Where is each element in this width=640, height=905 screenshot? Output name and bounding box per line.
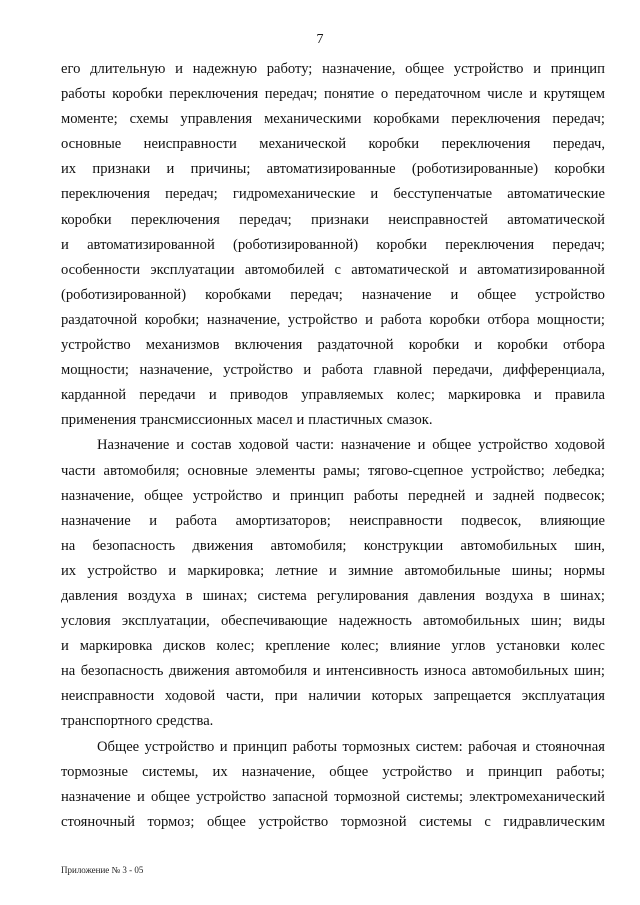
word: установки [496,638,560,655]
text-line [61,333,605,358]
word: шинах; [202,587,248,604]
word: (роботизированной) [233,236,359,253]
word: общее [151,788,190,805]
word: принцип [289,487,344,504]
word: воздуха [485,587,534,604]
word: и [533,61,541,77]
word: колес [570,638,605,655]
word: и [175,61,183,77]
word: включения [234,337,303,354]
word: на [61,537,76,554]
word: и [312,663,321,680]
word: и [166,161,175,178]
text-line [61,760,605,785]
word: безопасность [80,663,164,680]
word: запасной [272,788,328,805]
word: передачи [139,387,196,404]
word: стояночный [61,813,135,830]
word: углов [451,638,486,655]
word: причины; [190,161,251,178]
word: общее [144,487,184,504]
text-line [61,484,605,509]
text-line [61,107,605,132]
word: автомобильных [471,663,569,680]
word: общее [206,813,246,830]
word: работа [175,512,218,529]
word: трансмиссионных [140,412,253,429]
word: запрещается [433,688,512,705]
word: интенсивность [326,663,419,680]
word: и [370,186,379,203]
word: регулирования [316,587,409,604]
word: их [61,161,77,178]
word: устройство [196,788,266,805]
word: и [474,337,483,354]
text-line [61,182,605,207]
word: устройство [453,61,524,77]
word: работу; [266,61,313,77]
word: колес; [340,638,379,655]
word: общее [432,437,472,454]
word: с [484,813,491,830]
word: переключения [61,186,150,203]
word: и [329,562,337,579]
word: управляемых [301,387,384,404]
text-line [61,408,605,433]
word: летние [275,562,318,579]
word: и [522,738,531,755]
word: работы; [556,763,605,780]
word: устройство [223,362,293,379]
word: и [417,437,426,454]
word: переключения [445,236,535,253]
word: принцип [550,61,605,77]
word: и [529,86,538,103]
word: подвесок; [544,487,605,504]
word: назначение, [61,487,135,504]
word: ходовой [554,437,605,454]
word: устройство [144,738,215,755]
word: механизмов [145,337,220,354]
text-line [61,308,605,333]
word: автоматической [507,211,605,228]
word: и [176,437,185,454]
word: виды [573,613,605,630]
word: главной [373,362,423,379]
word: работа [321,362,364,379]
word: и [533,387,542,404]
word: их [61,562,77,579]
word: состав [191,437,232,454]
word: устройство [258,813,329,830]
word: маркировка; [187,562,265,579]
word: ходовой [238,437,289,454]
word: о [380,86,389,103]
word: автоматизированной [87,236,215,253]
word: длительную [90,61,166,77]
text-line [61,810,605,835]
word: и [208,387,217,404]
word: в [185,587,193,604]
word: системы [419,813,472,830]
word: приводов [229,387,289,404]
word: шин; [531,613,562,630]
word: устройство [382,763,453,780]
word: коробки [368,136,420,153]
word: назначение [361,286,432,303]
body-text [61,57,605,835]
word: принцип [232,738,288,755]
word: тормозных [342,738,411,755]
word: принцип [488,763,543,780]
word: переключения [130,211,220,228]
word: масел [256,412,293,429]
word: механическими [264,111,362,128]
word: амортизаторов; [235,512,331,529]
word: износа [424,663,467,680]
word: и [459,261,468,278]
word: автоматические [507,186,605,203]
word: отбора [562,337,605,354]
text-line [61,132,605,157]
word: на [61,663,76,680]
word: коробками [205,286,272,303]
word: и [219,738,228,755]
text-line [61,735,605,760]
word: обеспечивающие [220,613,328,630]
word: коробки [554,161,605,178]
word: дифференциала, [503,362,605,379]
word: шин, [574,537,605,554]
word: карданной [61,387,127,404]
text-line [61,383,605,408]
word: и [365,311,373,328]
text-line [61,785,605,810]
word: коробки [112,86,163,103]
word: числе [487,86,523,103]
word: передач; [290,286,343,303]
word: давления [61,587,118,604]
word: эксплуатация [521,688,605,705]
word: (роботизированные) [411,161,539,178]
word: переключения [441,136,531,153]
word: электромеханический [469,788,605,805]
word: рабочая [468,738,517,755]
word: схемы [129,111,169,128]
word: и [475,487,483,504]
word: неисправностей [388,211,488,228]
word: автоматической [351,261,449,278]
word: и [450,286,459,303]
word: назначение [61,512,131,529]
word: нормы [563,562,605,579]
word: конструкции [363,537,444,554]
word: устройство [287,311,358,328]
word: движения [192,537,254,554]
text-line [61,559,605,584]
word: общее [477,286,517,303]
word: которых [371,688,423,705]
word: рамы; [323,462,361,479]
word: крепление [265,638,330,655]
word: автомобиля; [103,462,180,479]
word: коробки [497,337,548,354]
text-line [61,157,605,182]
word: гидромеханические [232,186,356,203]
word: давления [418,587,476,604]
word: признаки [311,211,369,228]
word: назначение, [206,311,281,328]
word: и [168,562,177,579]
footer-note: Приложение № 3 - 05 [61,865,144,875]
text-line [61,57,605,82]
word: автомобиля [235,663,308,680]
word: влияющие [540,512,605,529]
word: при [274,688,298,705]
word: применения [61,412,137,429]
word: устройство [87,562,158,579]
word: автомобилей [244,261,325,278]
word: передачи, [432,362,493,379]
word: устройство [478,437,548,454]
word: коробки [429,311,480,328]
word: эксплуатации [150,261,235,278]
word: наличии [308,688,361,705]
word: работы [61,86,106,103]
word: механической [259,136,347,153]
text-line [61,459,605,484]
word: устройство [61,337,131,354]
word: коробки [408,337,460,354]
word: назначение [61,788,131,805]
word: бесступенчатые [393,186,493,203]
word: работы [353,487,399,504]
text-line [61,82,605,107]
word: раздаточной [61,311,138,328]
word: отбора [487,311,530,328]
word: влияние [389,638,441,655]
word: Назначение [97,437,170,454]
word: передаточном [394,86,481,103]
word: общее [329,763,369,780]
word: устройство; [471,462,545,479]
word: надежность [338,613,412,630]
text-line [61,659,605,684]
word: переключения [169,86,259,103]
word: автоматизированные [266,161,396,178]
word: средства. [156,713,214,730]
word: системы; [406,788,464,805]
word: назначение [341,437,411,454]
word: подвесок, [461,512,522,529]
word: управления [180,111,253,128]
word: мощности; [61,362,129,379]
word: неисправности [61,688,155,705]
word: колес; [216,638,255,655]
text-line [61,283,605,308]
word: основные [61,136,122,153]
word: основные [187,462,248,479]
text-line [61,609,605,634]
word: тягово-сцепное [368,462,464,479]
word: правила [554,387,605,404]
word: коробки [61,211,112,228]
word: передней [408,487,466,504]
word: тормоз; [147,813,195,830]
word: гидравлическим [503,813,605,830]
word: устройство [535,286,605,303]
word: особенности [61,261,141,278]
word: моменте; [61,111,118,128]
word: надежную [192,61,257,77]
word: колес; [396,387,435,404]
word: неисправности [349,512,443,529]
word: шины; [511,562,553,579]
word: работы [292,738,338,755]
word: дисков [163,638,206,655]
word: его [61,61,81,77]
word: лебедка; [552,462,605,479]
word: назначение, [322,61,396,77]
word: (роботизированной) [61,286,187,303]
word: шин; [574,663,605,680]
word: ходовой [164,688,216,705]
word: и [149,512,158,529]
word: передач; [552,111,605,128]
word: и [296,412,305,429]
word: коробки; [144,311,200,328]
word: устройство [192,487,263,504]
word: понятие [323,86,375,103]
page-number: 7 [316,32,324,47]
word: пластичных [308,412,383,429]
word: систем: [415,738,463,755]
word: стояночная [535,738,605,755]
text-line [61,509,605,534]
text-line [61,358,605,383]
word: назначение, [241,763,316,780]
word: раздаточной [317,337,394,354]
word: элементы [255,462,316,479]
word: движения [168,663,230,680]
word: назначение, [139,362,213,379]
text-line [61,634,605,659]
word: смазок. [386,412,433,429]
text-line [61,208,605,233]
text-line [61,584,605,609]
word: маркировка [448,387,521,404]
word: части: [295,437,335,454]
word: маркировка [79,638,153,655]
word: признаки [92,161,151,178]
word: передач; [165,186,218,203]
word: автомобильные [404,562,501,579]
word: система [257,587,307,604]
word: неисправности [143,136,237,153]
word: коробками [373,111,440,128]
word: автоматизированной [477,261,605,278]
word: тормозной [340,813,407,830]
word: передач, [552,136,605,153]
word: мощности; [537,311,605,328]
text-line [61,233,605,258]
word: их [212,763,228,780]
word: автомобильных [423,613,520,630]
word: автомобильных [460,537,558,554]
word: части, [225,688,264,705]
word: коробки [376,236,427,253]
text-line [61,258,605,283]
word: и [466,763,474,780]
word: автомобиля; [270,537,347,554]
word: шинах; [560,587,605,604]
word: и [136,788,145,805]
word: передач; [552,236,605,253]
text-line [61,433,605,458]
text-line [61,684,605,709]
word: Общее [97,738,140,755]
word: и [61,638,69,655]
word: передач; [264,86,318,103]
word: общее [405,61,445,77]
word: условия [61,613,111,630]
word: задней [492,487,535,504]
text-line [61,709,605,734]
word: работа [380,311,422,328]
word: транспортного [61,713,153,730]
word: тормозной [334,788,401,805]
word: воздуха [127,587,176,604]
word: тормозные [61,763,128,780]
word: безопасность [92,537,176,554]
word: и [61,236,69,253]
word: части [61,462,96,479]
word: зимние [348,562,394,579]
word: переключения [451,111,541,128]
text-line [61,534,605,559]
word: в [543,587,551,604]
word: системы, [142,763,199,780]
word: крутящем [543,86,605,103]
word: и [272,487,281,504]
word: передач; [239,211,292,228]
word: с [334,261,342,278]
word: и [303,362,312,379]
word: эксплуатации, [121,613,210,630]
